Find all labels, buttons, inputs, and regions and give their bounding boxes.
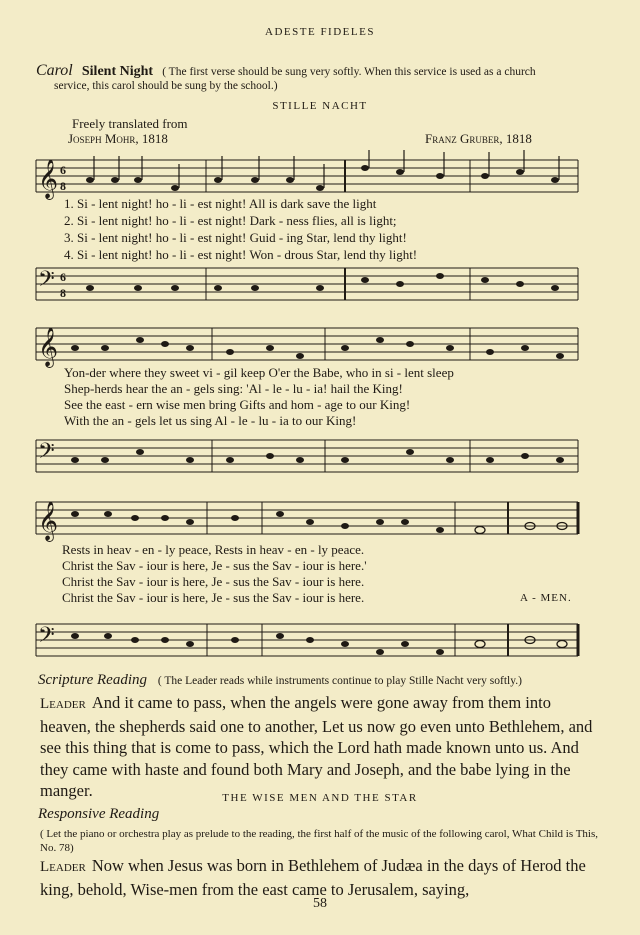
verse-4-line-1: 4. Si - lent night! ho - li - est night! Won - drous Star, lend thy light!	[64, 247, 418, 262]
carol-label: Carol	[36, 62, 73, 79]
responsive-passage	[40, 855, 595, 900]
section-heading: THE WISE MEN AND THE STAR	[222, 792, 418, 804]
verse-3-line-1: 3. Si - lent night! ho - li - est night! Guid - ing Star, lend thy light!	[64, 230, 407, 245]
verse-2-line-1: 2. Si - lent night! ho - li - est night! Dark - ness flies, all is light;	[64, 213, 397, 228]
scripture-text: And it came to pass, when the angels were gone away from them into heaven, the shepherds said one to another, Let us now go even unto Bethlehem, and see this thing that is come to pass, which the Lord hath made known unto us. And they came with haste and found both Mary and Joseph, and the babe lying in the manger.	[40, 693, 593, 800]
svg-text:𝄢: 𝄢	[38, 623, 55, 652]
carol-note-continued: service, this carol should be sung by the school.)	[54, 80, 278, 92]
verse-2-line-2: Shep-herds hear the an - gels sing: 'Al - le - lu - ia! hail the King!	[64, 381, 403, 396]
hymn-subtitle: STILLE NACHT	[272, 100, 368, 112]
verse-4-line-2: With the an - gels let us sing Al - le - lu - ia to our King!	[64, 413, 357, 428]
responsive-label: Responsive Reading	[38, 806, 160, 822]
verse-2-line-3: Christ the Sav - iour is here, Je - sus the Sav - iour is here.'	[62, 558, 367, 573]
leader-label-2: Leader	[40, 859, 86, 875]
author-credit: Joseph Mohr, 1818	[68, 131, 168, 146]
verse-4-line-3: Christ the Sav - iour is here, Je - sus the Sav - iour is here.	[62, 590, 365, 605]
bass-staff-3	[0, 616, 640, 664]
verse-3-line-3: Christ the Sav - iour is here, Je - sus the Sav - iour is here.	[62, 574, 365, 589]
svg-text:6: 6	[60, 270, 66, 284]
scripture-heading	[38, 672, 618, 689]
svg-text:𝄞: 𝄞	[38, 329, 59, 366]
page-number: 58	[313, 896, 327, 911]
treble-staff-2	[0, 318, 640, 368]
treble-staff-3	[0, 492, 640, 542]
scripture-passage	[40, 692, 595, 802]
carol-note: ( The first verse should be sung very softly. When this service is used as a church	[162, 66, 536, 78]
verse-3-line-2: See the east - ern wise men bring Gifts and hom - age to our King!	[64, 397, 411, 412]
svg-text:6: 6	[60, 163, 66, 177]
composer-credit: Franz Gruber, 1818	[425, 131, 532, 146]
svg-text:𝄞: 𝄞	[38, 503, 59, 540]
verse-1-line-3: Rests in heav - en - ly peace, Rests in heav - en - ly peace.	[62, 542, 365, 557]
amen-text: A - MEN.	[520, 592, 572, 604]
svg-text:8: 8	[60, 286, 66, 300]
svg-text:𝄢: 𝄢	[38, 439, 55, 468]
carol-heading	[36, 62, 606, 80]
carol-title: Silent Night	[81, 64, 154, 79]
scripture-note: ( The Leader reads while instruments continue to play Stille Nacht very softly.)	[157, 675, 522, 687]
verse-1-line-1: 1. Si - lent night! ho - li - est night! All is dark save the light	[64, 196, 377, 211]
translator-credit: Freely translated from	[72, 116, 188, 131]
bass-staff-2	[0, 432, 640, 480]
bass-staff-1	[0, 260, 640, 308]
running-head: ADESTE FIDELES	[265, 26, 375, 38]
svg-text:8: 8	[60, 179, 66, 193]
verse-1-line-2: Yon-der where they sweet vi - gil keep O'er the Babe, who in si - lent sleep	[64, 365, 454, 380]
svg-text:𝄢: 𝄢	[38, 267, 55, 296]
responsive-note: ( Let the piano or orchestra play as prelude to the reading, the first half of the music of the following carol, What Child is This, No. 78)	[40, 828, 598, 854]
leader-label: Leader	[40, 696, 86, 712]
treble-staff-1	[0, 150, 640, 202]
responsive-text: Now when Jesus was born in Bethlehem of Judæa in the days of Herod the king, behold, Wise-men from the east came to Jerusalem, saying,	[40, 856, 586, 899]
svg-text:𝄞: 𝄞	[38, 161, 59, 198]
scripture-label: Scripture Reading	[38, 672, 148, 688]
